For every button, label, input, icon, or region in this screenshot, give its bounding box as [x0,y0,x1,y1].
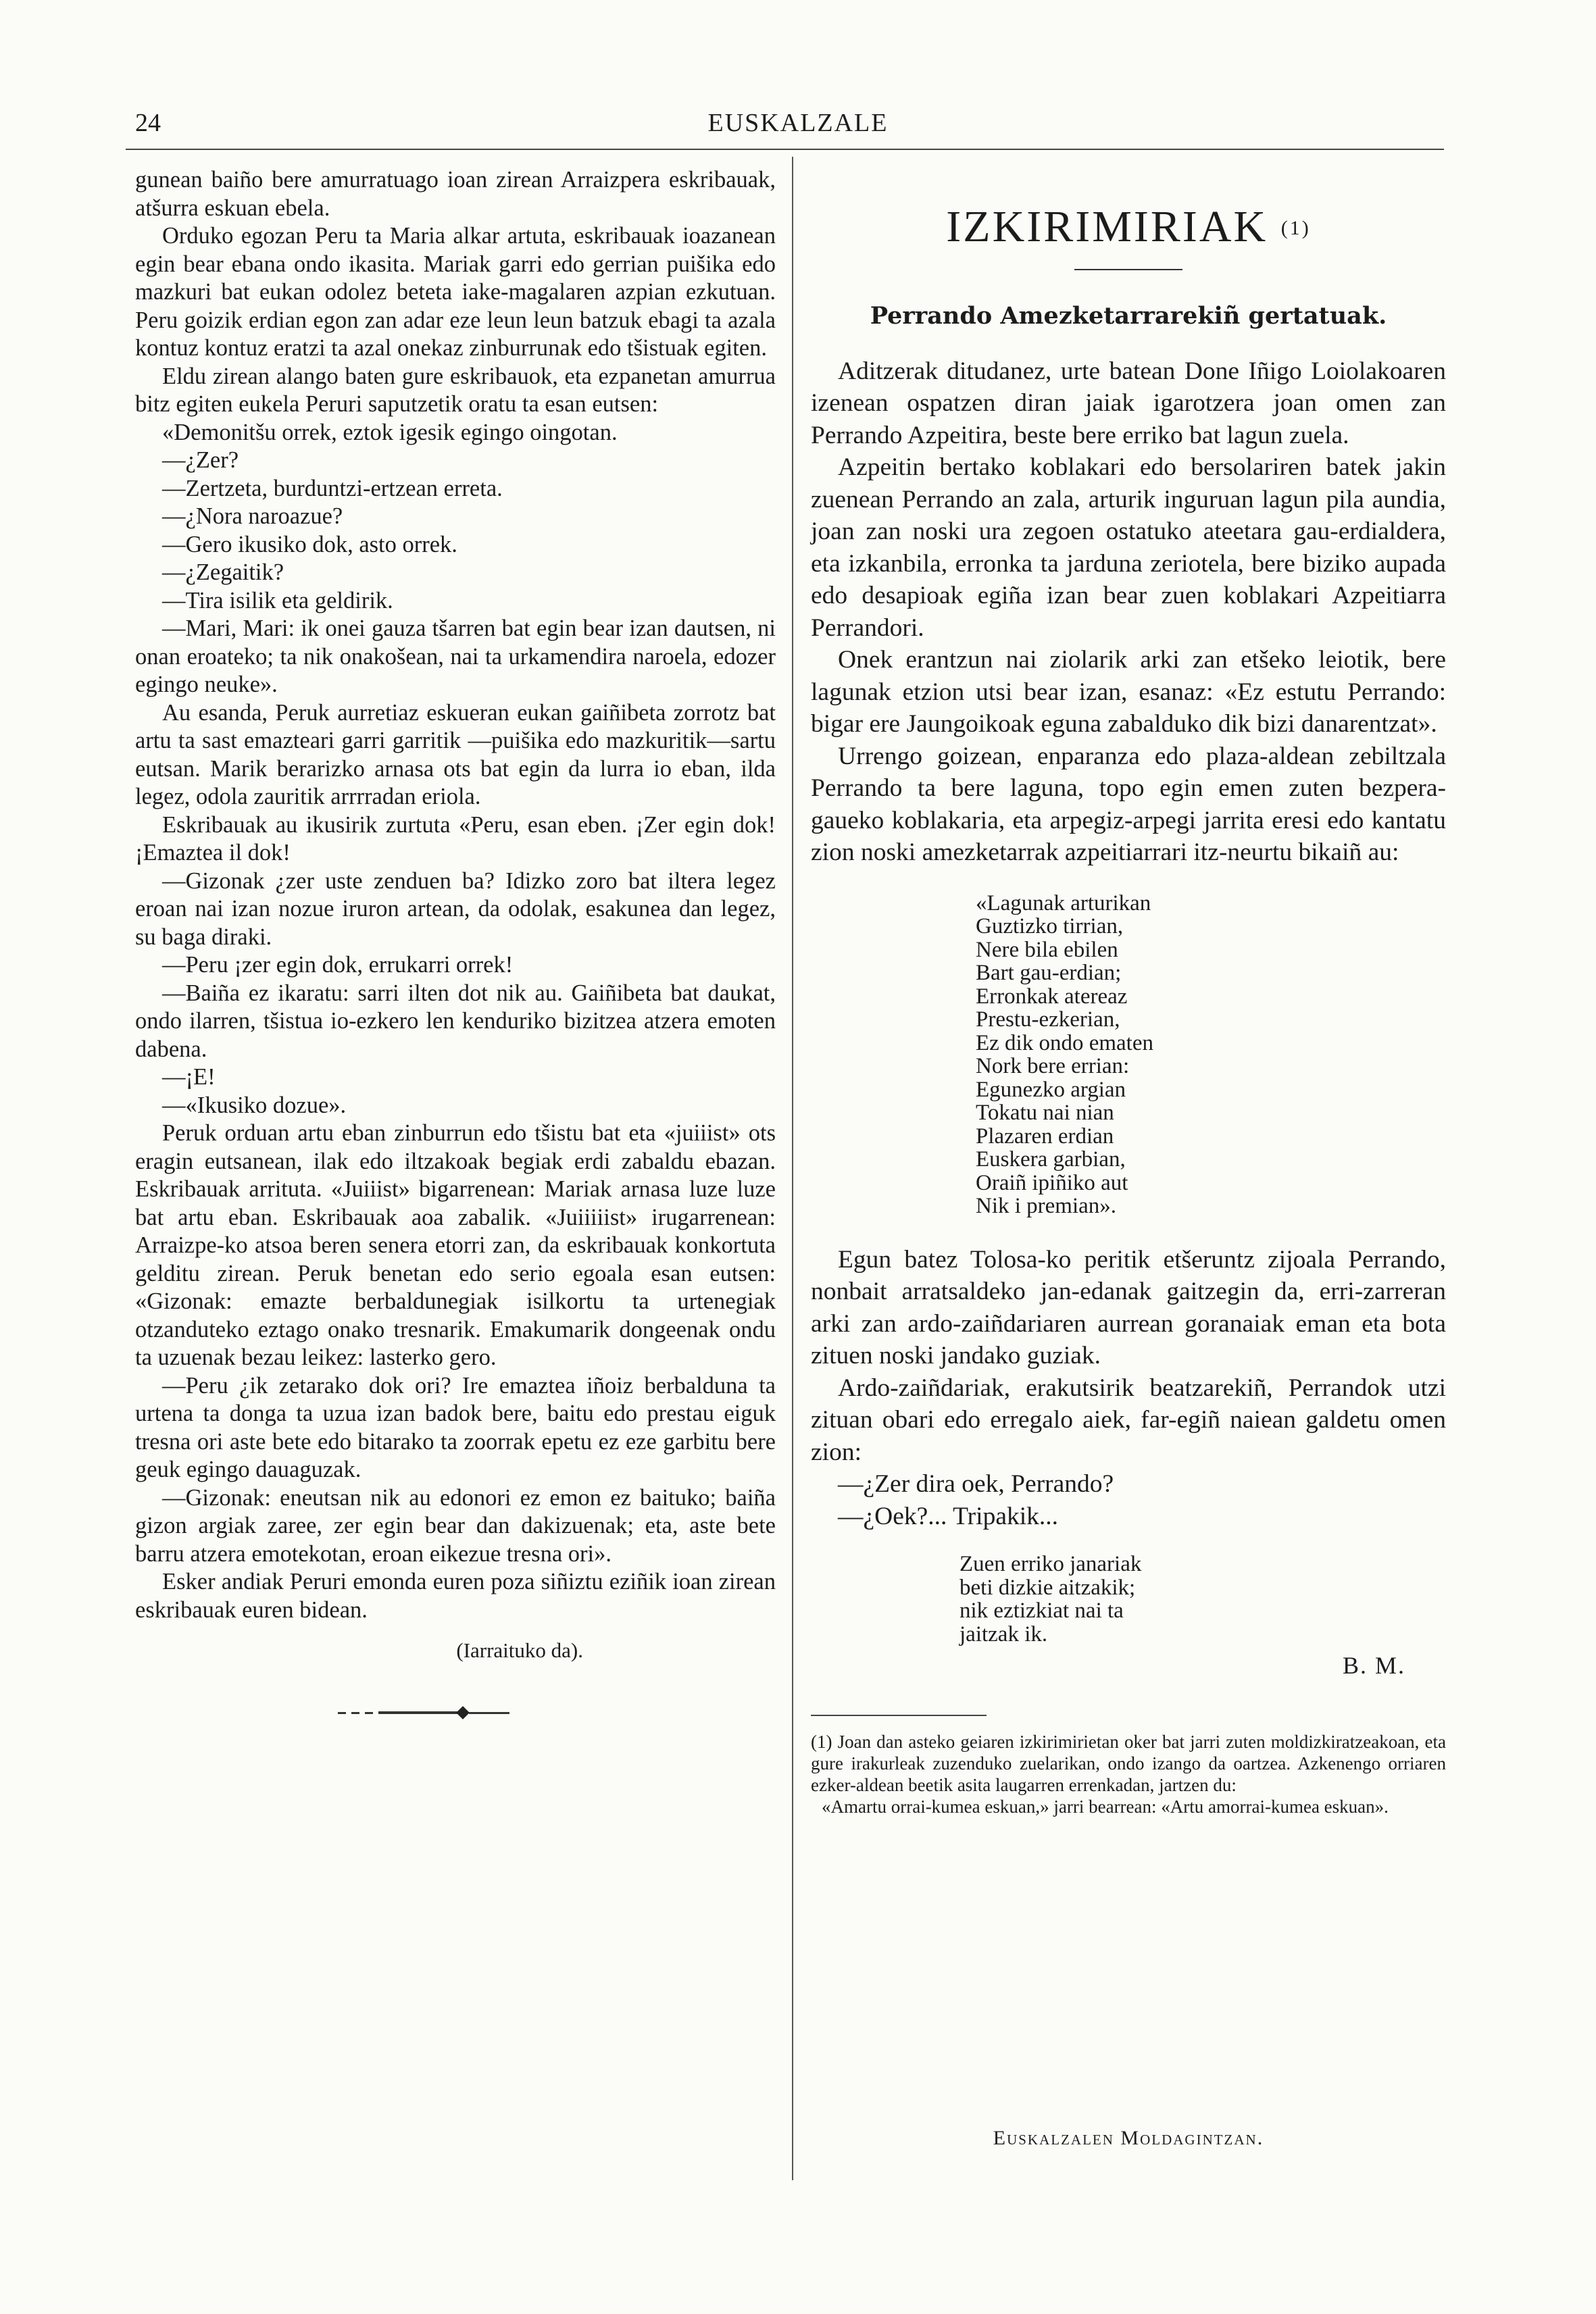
left-paragraph: Au esanda, Peruk aurretiaz eskueran eukan gaiñibeta zorrotz bat artu ta sast emazteari garri garritik —puišika edo mazkuritik—sartu eutsan. Marik berarizko arnasa ots bat egin da lurra io eban, ilda legez, odola zauritik arrrradan eriola. [135,699,776,809]
title-rule [1074,269,1182,270]
poem-two-line: beti dizkie aitzakik; [959,1575,1136,1600]
section-title [811,200,1446,254]
poem-line: Guztizko tirrian, [976,914,1124,938]
column-divider [792,157,793,2180]
left-paragraphs [135,166,776,1624]
left-paragraph: —Peru ¿ik zetarako dok ori? Ire emaztea iñoiz berbalduna ta urtena ta donga ta uzua izan badok bere, baitu edo prestau eiguk tresna ori aste bete edo bitarako ta zoorrak epetu ez eze garbitu bere geuk egingo dauaguzak. [135,1372,776,1482]
footnote-rule [811,1715,987,1716]
footnote [811,1731,1446,1817]
section-subtitle: Perrando Amezketarrarekiñ gertatuak. [870,302,1387,330]
right-paragraphs-b [811,1244,1446,1533]
left-paragraph: Eldu zirean alango baten gure eskribauok, eta ezpanetan amurrua bitz egiten eukela Peruri saputzetik oratu ta esan eutsen: [135,363,776,417]
right-paragraph: Urrengo goizean, enparanza edo plaza-aldean zebiltzala Perrando ta bere laguna, topo egin emen zuten bezpera-gaueko koblakaria, eta arpegiz-arpegi jarrita eresi edo kantatu zion noski amezketarrak azpeitiarrari itz-neurtu bikaiñ au: [811,742,1446,866]
left-paragraph: —¿Nora naroazue? [162,503,343,529]
left-paragraph: —Gizonak: eneutsan nik au edonori ez emon ez baituko; baiña gizon argiak zaree, zer egin bear dan dakizuenak; eta, aste bete barru atzera emotekotan, eroan eikezue tresna ori». [135,1484,776,1567]
right-paragraphs-a [811,355,1446,869]
poem-line: «Lagunak arturikan [976,890,1151,915]
poem-two [959,1553,1446,1646]
left-paragraph: —¿Zer? [162,447,239,473]
poem-line: Plazaren erdian [976,1124,1114,1149]
continued-note: (Iarraituko da). [456,1638,583,1662]
title-footnote-marker: (1) [1280,217,1311,239]
poem-line: Nik i premian». [976,1194,1117,1218]
footnote-text: (1) Joan dan asteko geiaren izkirimirietan oker bat jarri zuten moldizkiratzeakoan, eta gure irakurleak zuzenduko zuelarikan, ondo izango da oartzea. Azkenengo orriaren ezker-aldean beetik asita laugarren errenkadan, jartzen du: [811,1731,1446,1795]
left-paragraph: Peruk orduan artu eban zinburrun edo tšistu bat eta «juiiist» ots eragin eutsanean, ilak edo iltzakoak begiak erdi zabaldu ebazan. Eskribauak arrituta. «Juiiist» bigarrenean: Mariak arnasa luze luze bat artu eban. Eskribauak aoa zabalik. «Juiiiiist» irugarrenean: Arraizpe-ko atsoa beren senera etorri zan, da eskribauak konkortuta gelditu zirean. Peruk benetan edo serio egoala esan eutsen: «Gizonak: emazte berbaldunegiak isilkortu ta urtenegiak otzanduteko eztago onako tresnarik. Emakumarik dongeenak ondu ta uzuenak bezau leikez: lasterko gero. [135,1120,776,1370]
right-paragraph: Egun batez Tolosa-ko peritik etšeruntz zijoala Perrando, nonbait arratsaldeko jan-edanak gaitzegin da, erri-zarreran arki zan ardo-zaiñdariaren aurrean goranaiak eman eta bota zituen noski jandako guziak. [811,1245,1446,1369]
footnote-quote: «Amartu orrai-kumea eskuan,» jarri bearrean: «Artu amorrai-kumea eskuan». [822,1796,1389,1817]
poem-line: Nere bila ebilen [976,937,1118,962]
left-paragraph: gunean baiño bere amurratuago ioan zirean Arraizpera eskribauak, atšurra eskuan ebela. [135,167,776,221]
poem-two-line: Zuen erriko janariak [959,1552,1142,1576]
page-number: 24 [135,109,161,137]
right-column [811,200,1446,1817]
poem-line: Ez dik ondo ematen [976,1030,1154,1055]
right-paragraph: —¿Zer dira oek, Perrando? [838,1470,1114,1498]
right-paragraph: Aditzerak ditudanez, urte batean Done Iñigo Loiolakoaren izenean ospatzen diran jaiak igarotzera joan omen zan Perrando Azpeitira, beste bere erriko bat lagun zuela. [811,357,1446,449]
right-paragraph: Ardo-zaiñdariak, erakutsirik beatzarekiñ, Perrandok utzi zituan obari edo erregalo aiek, far-egiñ naiean galdetu omen zion: [811,1374,1446,1466]
left-paragraph: Orduko egozan Peru ta Maria alkar artuta, eskribauak ioazanean egin bear ebana ondo ikasita. Mariak garri edo gerrian puišika edo mazkuri bat eukan odolez beteta iake-magalaren azpian ezkutuan. Peru goizik erdian egon zan adar eze leun leun batzuk ebagi ta azala kontuz kontuz eratzi ta azal onekaz zinburrunak edo tšistuak egiten. [135,223,776,361]
left-paragraph: Eskribauak au ikusirik zurtuta «Peru, esan eben. ¡Zer egin dok! ¡Emaztea il dok! [135,811,776,865]
left-paragraph: «Demonitšu orrek, eztok igesik egingo oingotan. [162,419,618,445]
poem-two-line: jaitzak ik. [959,1621,1048,1646]
author-signature: B. M. [1342,1652,1405,1679]
section-title-text: IZKIRIMIRIAK [946,202,1268,251]
left-paragraph: —Gero ikusiko dok, asto orrek. [162,531,457,557]
left-paragraph: —Tira isilik eta geldirik. [162,587,393,613]
poem-line: Nork bere errian: [976,1054,1130,1078]
running-title: EUSKALZALE [707,109,889,137]
left-paragraph: —¡E! [162,1064,216,1090]
poem-line: Prestu-ezkerian, [976,1007,1120,1032]
left-paragraph: —Mari, Mari: ik onei gauza tšarren bat egin bear izan dautsen, ni onan eroateko; ta nik onakošean, nai ta urkamendira naroela, edozer egingo neuke». [135,615,776,697]
poem-line: Tokatu nai nian [976,1101,1114,1125]
poem-two-line: nik eztizkiat nai ta [959,1599,1124,1623]
left-paragraph: —Baiña ez ikaratu: sarri ilten dot nik au. Gaiñibeta bat daukat, ondo ilarren, tšistua io-ezkero len kenduriko bizitzea atzera emoten dabena. [135,980,776,1062]
left-paragraph: —Peru ¡zer egin dok, errukarri orrek! [162,952,514,978]
poem [976,892,1446,1218]
left-paragraph: —Zertzeta, burduntzi-ertzean erreta. [162,475,503,501]
right-paragraph: Onek erantzun nai ziolarik arki zan etšeko leiotik, bere lagunak etzion utsi bear izan, esanaz: «Ez estutu Perrando: bigar ere Jaungoikoak eguna zabalduko dik bizi danarentzat». [811,646,1446,738]
left-column [135,166,776,1717]
left-paragraph: —Gizonak ¿zer uste zenduen ba? Idizko zoro bat iltera legez eroan nai izan nozue iruron artean, da odolak, esakunea dan legez, su baga diraki. [135,867,776,950]
ornament-divider [338,1708,527,1717]
header-rule [126,149,1444,150]
poem-line: Oraiñ ipiñiko aut [976,1170,1128,1195]
printer-imprint: Euskalzalen Moldagintzan. [993,2127,1264,2149]
poem-line: Egunezko argian [976,1077,1126,1102]
poem-line: Euskera garbian, [976,1147,1126,1172]
poem-line: Erronkak atereaz [976,984,1128,1009]
left-paragraph: Esker andiak Peruri emonda euren poza siñiztu eziñik ioan zirean eskribauak euren bidean. [135,1569,776,1623]
right-paragraph: Azpeitin bertako koblakari edo bersolariren batek jakin zuenean Perrando an zala, arturik inguruan lagun pila aundia, joan zan noski ura zegoen ostatuko ateetara gau-erdialdera, eta izkanbila, erronka ta jarduna zeriotela, bere biziko aupada edo desapioak egiña izan bear zuen koblakari Azpeitiarra Perrandori. [811,453,1446,642]
poem-line: Bart gau-erdian; [976,961,1122,985]
right-paragraph: —¿Oek?... Tripakik... [838,1502,1059,1530]
left-paragraph: —«Ikusiko dozue». [162,1092,347,1118]
left-paragraph: —¿Zegaitik? [162,559,284,585]
